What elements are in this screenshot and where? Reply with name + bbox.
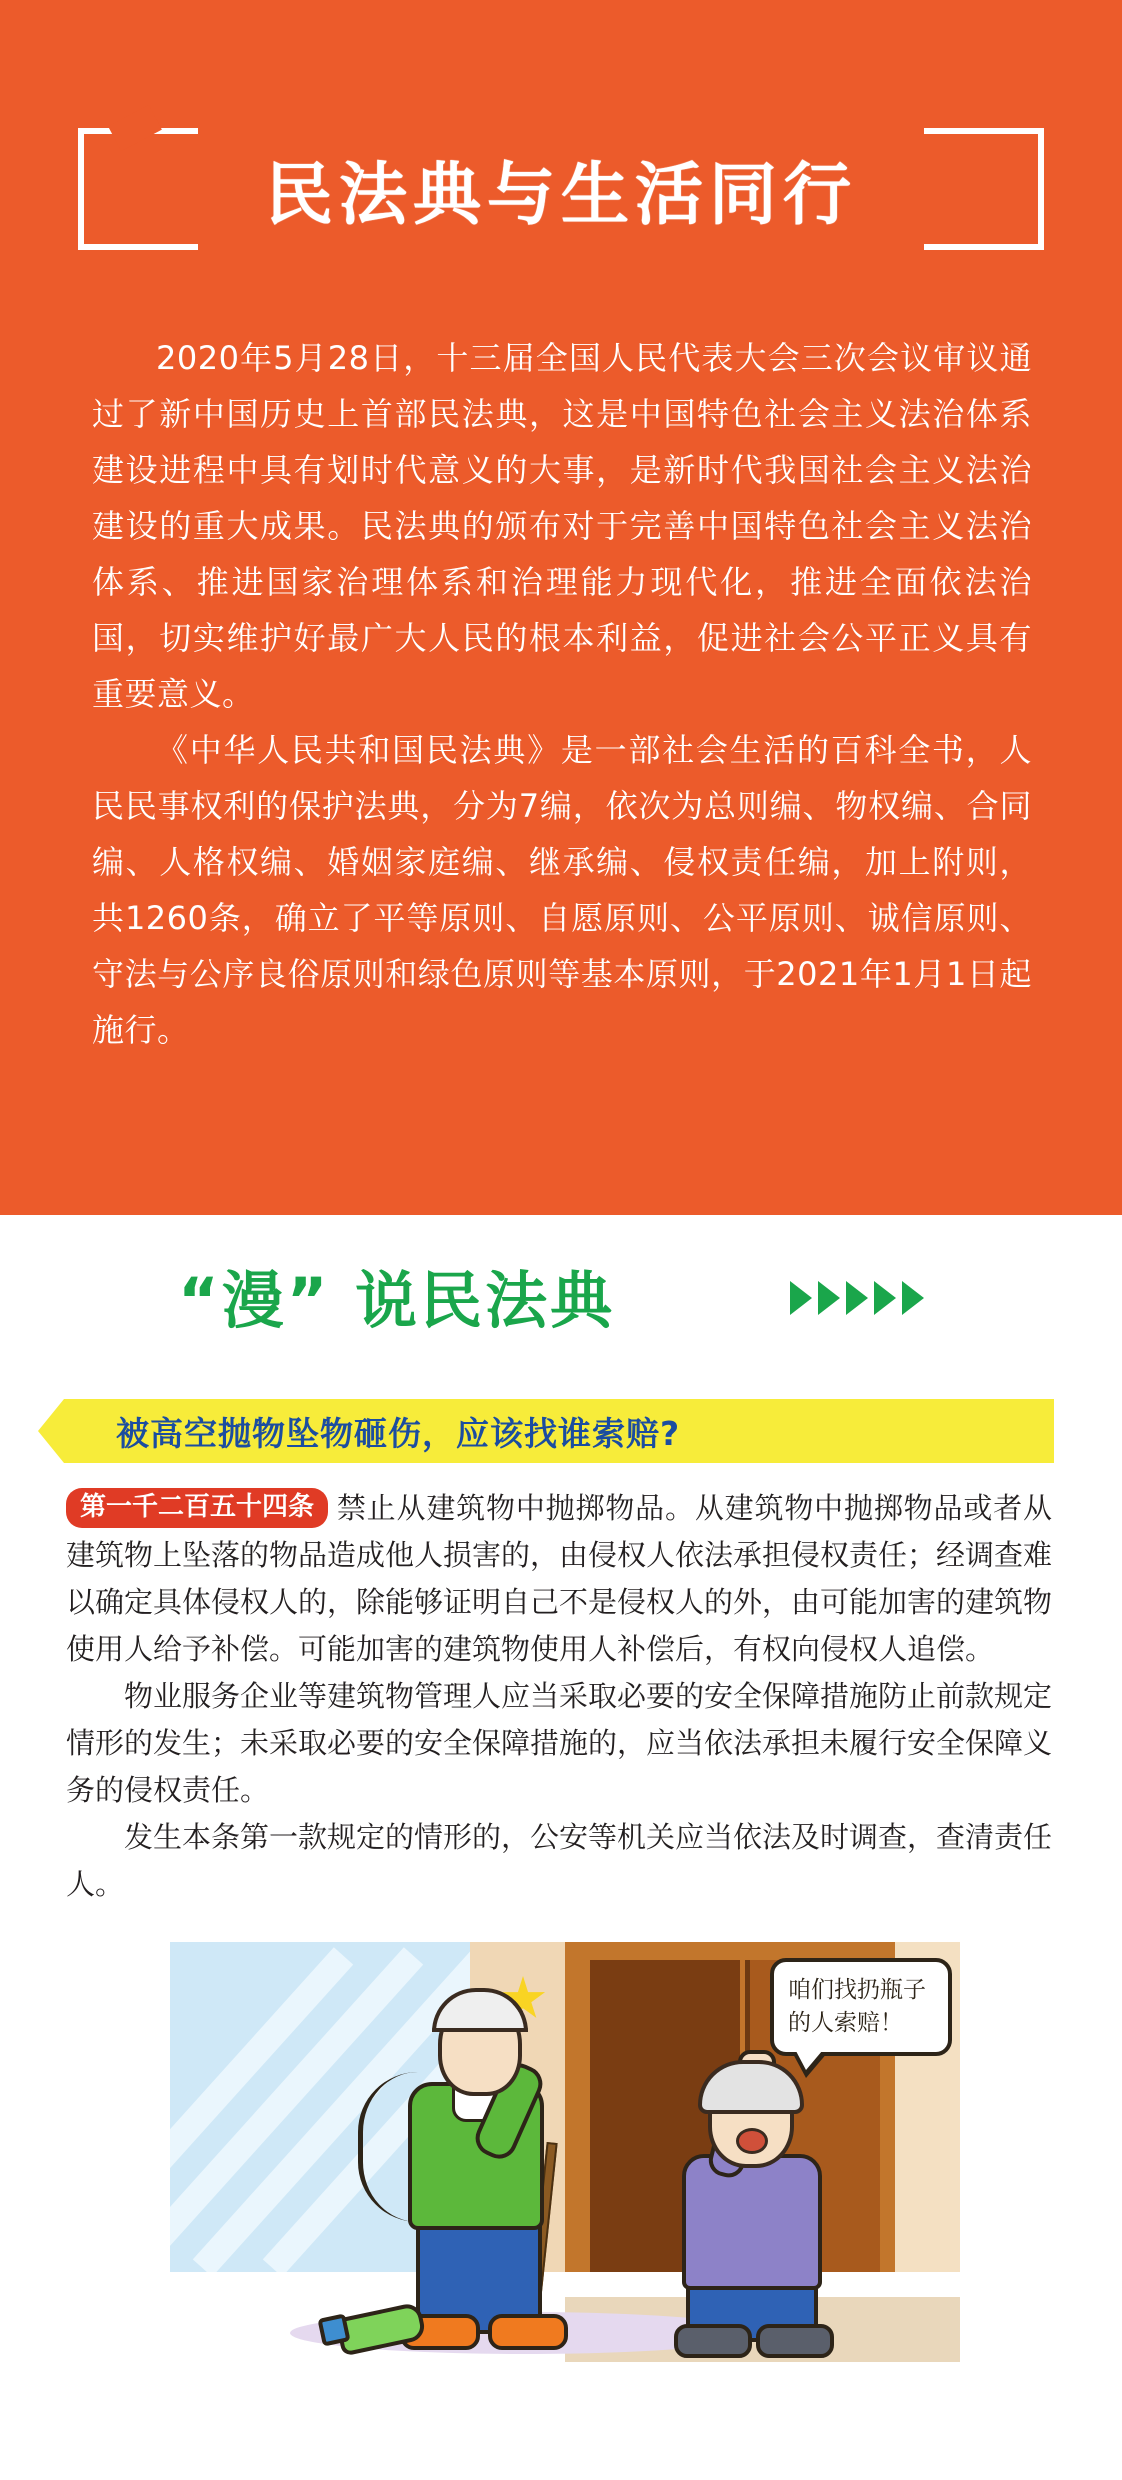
- law-paragraph-1-text: 禁止从建筑物中抛掷物品。从建筑物中抛掷物品或者从建筑物上坠落的物品造成他人损害的，由侵权人依法承担侵权责任；经调查难以确定具体侵权人的，除能够证明自己不是侵权人的外，由可能加害的建筑物使用人给予补偿。可能加害的建筑物使用人补偿后，有权向侵权人追偿。: [66, 1491, 1053, 1666]
- speech-bubble: 咱们找扔瓶子的人索赔！: [770, 1958, 952, 2056]
- person-right-mouth: [736, 2128, 768, 2154]
- section-title-rest: 说民法典: [330, 1264, 616, 1337]
- law-text: [66, 1485, 1052, 1908]
- chevron-right-icon: [818, 1281, 840, 1315]
- banner-tail-icon: [38, 1399, 64, 1463]
- law-paragraph-2: 物业服务企业等建筑物管理人应当采取必要的安全保障措施防止前款规定情形的发生；未采取必要的安全保障措施的，应当依法承担未履行安全保障义务的侵权责任。: [66, 1679, 1053, 1807]
- header-banner: [0, 0, 1122, 1215]
- section-header: [0, 1215, 1122, 1385]
- person-left-shoe: [488, 2314, 568, 2350]
- question-banner: [64, 1399, 1054, 1463]
- bottle-cap: [317, 2313, 350, 2346]
- chevron-right-icon: [902, 1281, 924, 1315]
- intro-text: [92, 330, 1032, 1058]
- intro-paragraph-2: 《中华人民共和国民法典》是一部社会生活的百科全书，人民民事权利的保护法典，分为7编，依次为总则编、物权编、合同编、人格权编、婚姻家庭编、继承编、侵权责任编，加上附则，共1260条，确立了平等原则、自愿原则、公平原则、诚信原则、守法与公序良俗原则和绿色原则等基本原则，于2021年1月1日起施行。: [92, 731, 1032, 1049]
- chevron-arrows-icon: [790, 1281, 924, 1315]
- comic-section: [0, 1215, 1122, 2362]
- law-paragraph-1: [66, 1485, 1052, 1673]
- intro-paragraph-1: 2020年5月28日，十三届全国人民代表大会三次会议审议通过了新中国历史上首部民法典，这是中国特色社会主义法治体系建设进程中具有划时代意义的大事，是新时代我国社会主义法治建设的重大成果。民法典的颁布对于完善中国特色社会主义法治体系、推进国家治理体系和治理能力现代化，推进全面依法治国，切实维护好最广大人民的根本利益，促进社会公平正义具有重要意义。: [92, 339, 1032, 713]
- section-title: [178, 1251, 615, 1340]
- chevron-right-icon: [874, 1281, 896, 1315]
- person-right-body: [682, 2154, 822, 2290]
- title-frame: [78, 128, 1044, 250]
- page-title: 民法典与生活同行: [264, 155, 857, 235]
- chevron-right-icon: [790, 1281, 812, 1315]
- comic-illustration: [170, 1942, 960, 2362]
- chevron-right-icon: [846, 1281, 868, 1315]
- person-right-shoe: [756, 2324, 834, 2358]
- section-title-quoted: “漫”: [178, 1264, 331, 1337]
- article-number-badge: 第一千二百五十四条: [66, 1488, 328, 1528]
- person-right-shoe: [674, 2324, 752, 2358]
- law-paragraph-3: 发生本条第一款规定的情形的，公安等机关应当依法及时调查，查清责任人。: [66, 1820, 1053, 1901]
- question-text: 被高空抛物坠物砸伤，应该找谁索赔?: [116, 1413, 681, 1453]
